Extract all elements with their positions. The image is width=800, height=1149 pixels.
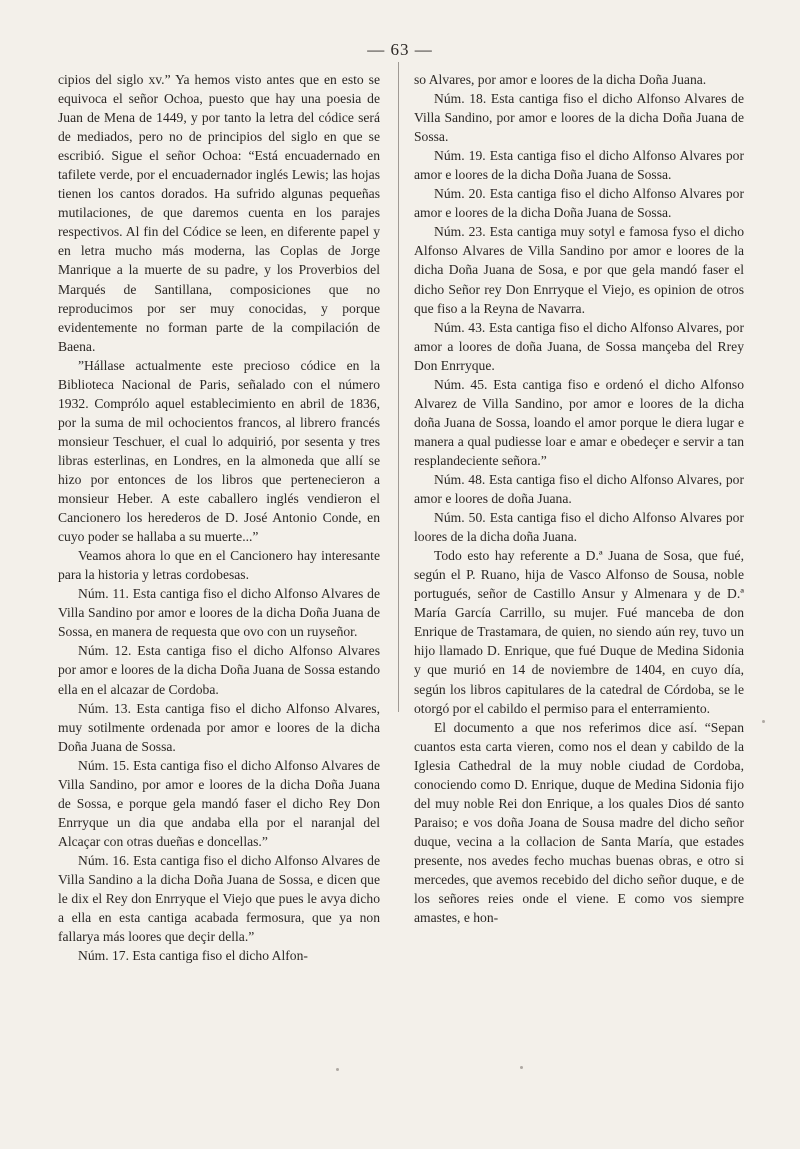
paragraph: Núm. 20. Esta cantiga fiso el dicho Alfonso Alvares por amor e loores de la dicha Doña Juana de Sossa.: [414, 186, 744, 221]
paragraph: Núm. 48. Esta cantiga fiso el dicho Alfonso Alvares, por amor e loores de doña Juana.: [414, 471, 744, 507]
paragraph: Núm. 13. Esta cantiga fiso el dicho Alfonso Alvares, muy sotilmente ordenada por amor e loores de la dicha Doña Juana de Sossa.: [58, 700, 380, 754]
paragraph: Todo esto hay referente a D.ª Juana de Sosa, que fué, según el P. Ruano, hija de Vasco Alfonso de Sousa, noble portugués, señor de Castillo Ansur y Almenara y de D.ª María García Carrillo, su mujer. Fué manceba de don Enrique de Trastamara, de quien, no siendo aún rey, tuvo un hijo llamado D. Enrique, que fué Duque de Medina Sidonia y que murió en 14 de noviembre de 1404, en cuyo día, según los libros capitulares de la catedral de Córdoba, se le otorgó por el cabildo el permiso para el enterramiento.: [414, 548, 744, 716]
paragraph: Núm. 23. Esta cantiga muy sotyl e famosa fyso el dicho Alfonso Alvares de Villa Sandino por amor e loores de la dicha Doña Juana de Sosa, e por que gela mandó faser el dicho Señor rey Don Enrryque el Viejo, es opinion de otros que fiso a la Reyna de Navarra.: [414, 224, 744, 316]
paragraph: Núm. 43. Esta cantiga fiso el dicho Alfonso Alvares, por amor a loores de doña Juana, de Sossa mançeba del Rrey Don Enrryque.: [414, 319, 744, 373]
paragraph: Veamos ahora lo que en el Cancionero hay interesante para la historia y letras cordobesas.: [58, 548, 380, 583]
paper-speck: [520, 1066, 523, 1069]
paragraph: Núm. 16. Esta cantiga fiso el dicho Alfonso Alvares de Villa Sandino a la dicha Doña Juana de Sossa, e dicen que le dix el Rey don Enrryque el Viejo que pues le avya dicho a ella en esta cantiga acabada fermosura, que ya non fallarya más loores que deçir della.”: [58, 852, 380, 945]
paragraph: Núm. 17. Esta cantiga fiso el dicho Alfon-: [78, 948, 308, 964]
paragraph: Núm. 15. Esta cantiga fiso el dicho Alfonso Alvares de Villa Sandino, por amor e loores de la dicha Doña Juana de Sossa, e porque gela mandó faser el dicho Rey Don Enrryque un dia que andaba ella por el naranjal del Alcaçar con otras dueñas e doncellas.”: [58, 757, 380, 849]
paragraph: ”Hállase actualmente este precioso códice en la Biblioteca Nacional de Paris, señalado con el número 1932. Comprólo aquel establecimiento en abril de 1836, por la suma de mil ochocientos francos, al librero francés monsieur Teschuer, el cual lo adquirió, por sesenta y tres libras esterlinas, en Londres, en la almoneda que allí se hizo por entonces de los libros que pertenecieron a monsieur Heber. A este caballero inglés vendieron el Cancionero los herederos de D. José Antonio Conde, en cuyo poder se hallaba a su muerte...”: [58, 357, 380, 545]
page-number: — 63 —: [367, 40, 433, 59]
left-column: [58, 70, 380, 965]
paragraph: Núm. 50. Esta cantiga fiso el dicho Alfonso Alvares por loores de la dicha doña Juana.: [414, 510, 744, 545]
paragraph: El documento a que nos referimos dice así. “Sepan cuantos esta carta vieren, como nos el dean y cabildo de la Iglesia Cathedral de la muy noble ciudad de Cordoba, conociendo como D. Enrique, duque de Medina Sidonia fijo del muy noble Rei don Enrique, a los quales Dios dé santo Paraiso; e vos doña Joana de Sousa madre del dicho señor duque, vecina a la collacion de Santa María, que estades presente, nos avedes fecho muchas buenas obras, e otro si mercedes, que avemos recebido del dicho señor duque, e de los señores reies onde el viene. E como vos siempre amastes, e hon-: [414, 719, 744, 926]
paragraph: Núm. 45. Esta cantiga fiso e ordenó el dicho Alfonso Alvarez de Villa Sandino, por amor e loores de la dicha doña Juana de Sossa, loando el amor porque le diera lugar e manera a qual pudiesse loar e amar e obedeçer e servir a tan resplandeciente señora.”: [414, 376, 744, 468]
paragraph: Núm. 11. Esta cantiga fiso el dicho Alfonso Alvares de Villa Sandino por amor e loores de la dicha Doña Juana de Sossa, en manera de requesta que ovo con un ruyseñor.: [58, 586, 380, 640]
paragraph: Núm. 19. Esta cantiga fiso el dicho Alfonso Alvares por amor e loores de la dicha Doña Juana de Sossa.: [414, 148, 744, 183]
paper-speck: [762, 720, 765, 723]
paper-speck: [336, 1068, 339, 1071]
paragraph: cipios del siglo xv.” Ya hemos visto antes que en esto se equivoca el señor Ochoa, puesto que hay una poesia de Juan de Mena de 1449, y por tanto la letra del códice será de mediados, pero no de principios del siglo en que se escribió. Sigue el señor Ochoa: “Está encuadernado en tafilete verde, por el encuadernador inglés Lewis; las hojas tienen los cantos dorados. Ha sufrido algunas pequeñas mutilaciones, de que daremos cuenta en los parajes respectivos. Al fin del Códice se leen, en diferente papel y en letra mucho más moderna, las Coplas de Jorge Manrique a la muerte de su padre, y los Proverbios del Marqués de Santillana, composiciones que no reproducimos por ser muy conocidas, y porque evidentemente no forman parte de la compilación de Baena.: [58, 72, 380, 354]
paragraph: Núm. 18. Esta cantiga fiso el dicho Alfonso Alvares de Villa Sandino, por amor e loores de la dicha Doña Juana de Sossa.: [414, 91, 744, 145]
paragraph: so Alvares, por amor e loores de la dicha Doña Juana.: [414, 72, 707, 87]
right-column: [414, 70, 744, 927]
paragraph: Núm. 12. Esta cantiga fiso el dicho Alfonso Alvares por amor e loores de la dicha Doña Juana de Sossa estando ella en el alcazar de Cordoba.: [58, 643, 380, 697]
column-divider: [398, 62, 399, 712]
